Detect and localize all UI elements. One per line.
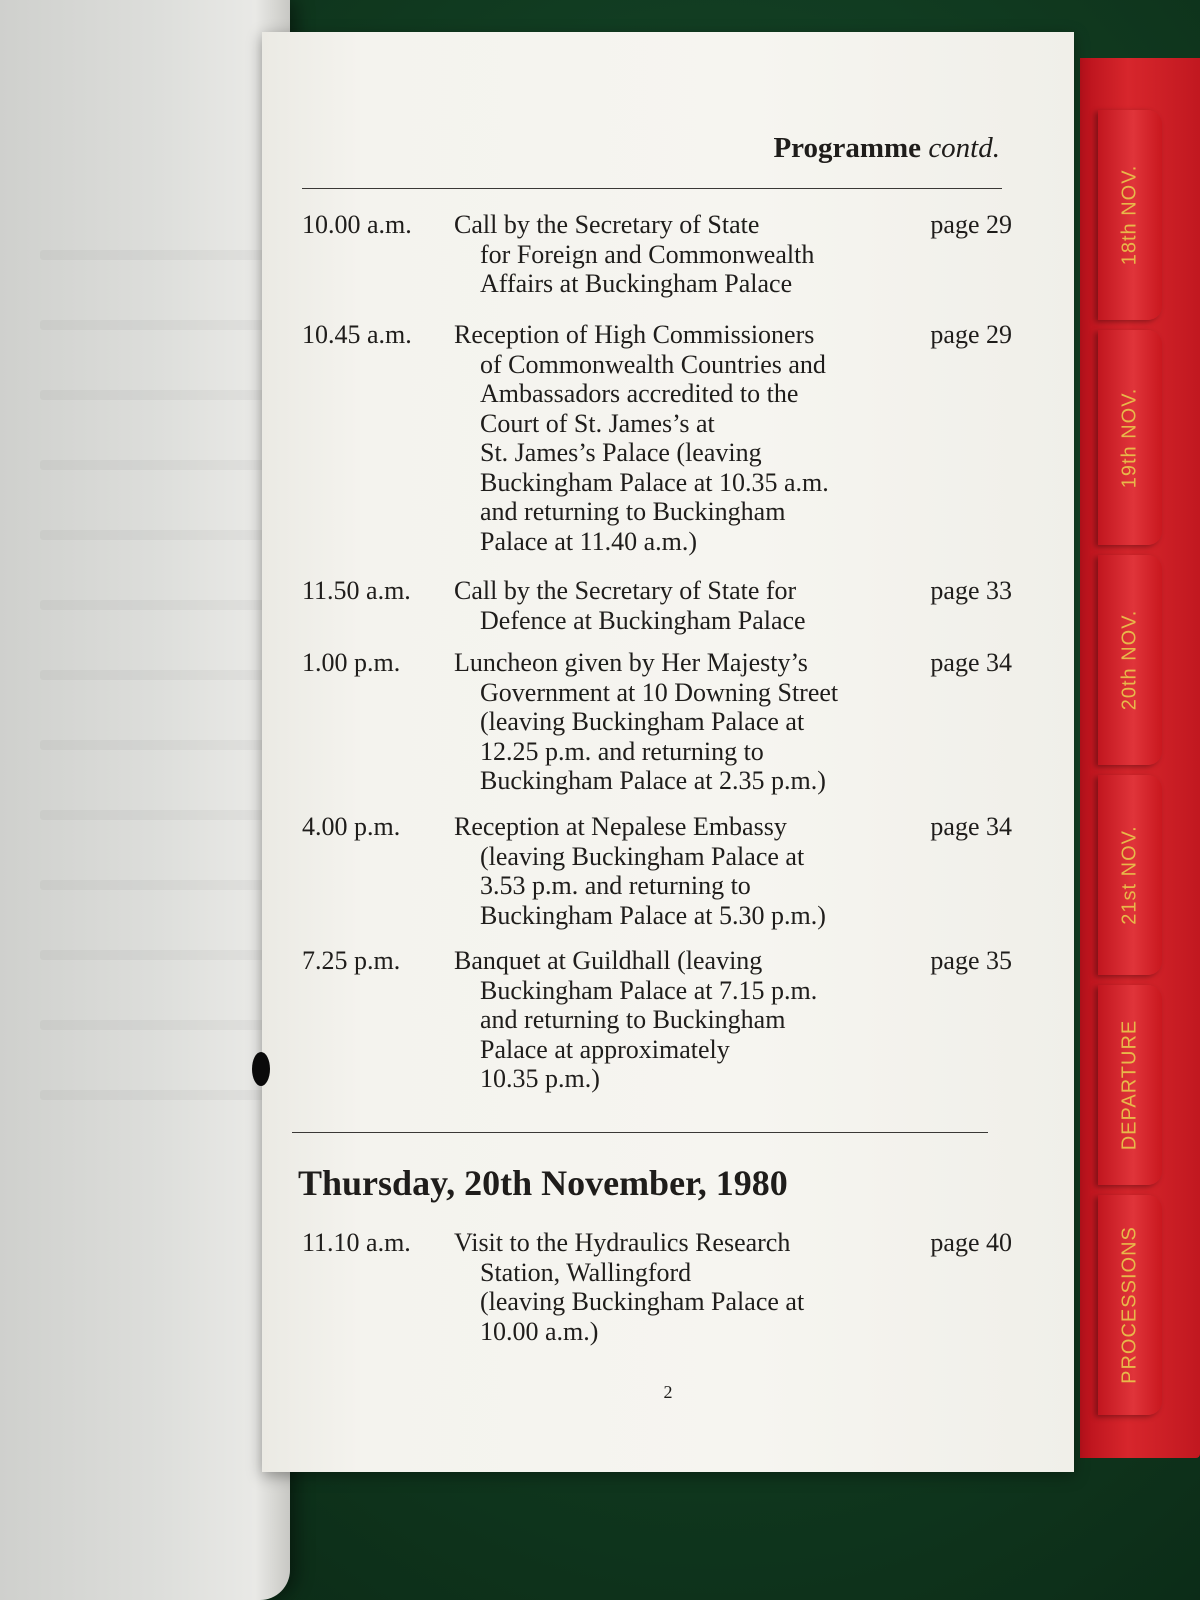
entry-page-ref: page 29 <box>930 320 1012 349</box>
entry-line: Government at 10 Downing Street <box>480 677 839 707</box>
entry-line: 12.25 p.m. and returning to <box>480 736 764 766</box>
tab-label: 19th NOV. <box>1118 387 1141 488</box>
entry-page-ref: page 29 <box>930 210 1012 239</box>
entry-line: of Commonwealth Countries and <box>480 349 826 379</box>
entry-time: 10.45 a.m. <box>302 320 412 349</box>
entry-line: Affairs at Buckingham Palace <box>480 269 793 298</box>
entry-time: 7.25 p.m. <box>302 946 401 975</box>
header-title: Programme <box>773 132 922 164</box>
header-suffix: contd. <box>928 132 1000 164</box>
tab-label: 18th NOV. <box>1118 164 1141 266</box>
tab-departure[interactable] <box>1098 985 1162 1185</box>
page-number: 2 <box>663 1382 673 1402</box>
entry-description <box>454 946 894 1094</box>
binder-hole <box>252 1052 270 1086</box>
entry-line: (leaving Buckingham Palace at <box>480 841 805 871</box>
entry-time: 11.10 a.m. <box>302 1228 411 1257</box>
entry-page-ref: page 40 <box>930 1228 1012 1257</box>
entry-time: 11.50 a.m. <box>302 576 411 605</box>
entry-line: Call by the Secretary of State for <box>454 576 797 605</box>
entry-page-ref: page 33 <box>930 576 1012 605</box>
entry-line: 10.00 a.m.) <box>480 1316 599 1346</box>
entry-line: Buckingham Palace at 10.35 a.m. <box>480 467 829 497</box>
tab-label: 21st NOV. <box>1118 825 1141 925</box>
header-rule <box>302 188 1002 189</box>
tab-20th-nov[interactable] <box>1098 555 1162 765</box>
entry-line: Palace at 11.40 a.m.) <box>480 526 698 556</box>
entry-line: Visit to the Hydraulics Research <box>454 1228 791 1257</box>
entry-line: Station, Wallingford <box>480 1257 692 1287</box>
entry-line: Luncheon given by Her Majesty’s <box>454 648 808 677</box>
entry-line: Call by the Secretary of State <box>454 210 760 239</box>
entry-line: Buckingham Palace at 7.15 p.m. <box>480 975 818 1005</box>
entry-description <box>454 210 894 299</box>
entry-line: 3.53 p.m. and returning to <box>480 871 751 900</box>
entry-description <box>454 320 894 556</box>
tab-label: PROCESSIONS <box>1118 1226 1141 1384</box>
tab-19th-nov[interactable] <box>1098 330 1162 545</box>
entry-line: and returning to Buckingham <box>480 1005 786 1034</box>
entry-line: Palace at approximately <box>480 1034 730 1064</box>
entry-line: Banquet at Guildhall (leaving <box>454 946 763 975</box>
entry-line: Buckingham Palace at 2.35 p.m.) <box>480 766 826 795</box>
page-header <box>773 132 1000 165</box>
entry-line: Buckingham Palace at 5.30 p.m.) <box>480 900 826 930</box>
tab-18th-nov[interactable] <box>1098 110 1162 320</box>
entry-description <box>454 812 894 930</box>
entry-line: Reception of High Commissioners <box>454 320 815 349</box>
entry-line: and returning to Buckingham <box>480 497 786 526</box>
entry-time: 10.00 a.m. <box>302 210 412 239</box>
entry-line: Defence at Buckingham Palace <box>480 605 806 635</box>
entry-page-ref: page 34 <box>930 648 1012 677</box>
entry-description <box>454 648 894 796</box>
entry-time: 4.00 p.m. <box>302 812 401 841</box>
left-facing-page <box>0 0 290 1600</box>
entry-line: for Foreign and Commonwealth <box>480 239 815 269</box>
entry-line: Ambassadors accredited to the <box>480 379 799 408</box>
entry-page-ref: page 34 <box>930 812 1012 841</box>
entry-line: (leaving Buckingham Palace at <box>480 707 805 736</box>
entry-description <box>454 1228 894 1346</box>
tab-label: 20th NOV. <box>1118 609 1141 711</box>
entry-line: St. James’s Palace (leaving <box>480 438 762 467</box>
section-rule <box>292 1132 988 1133</box>
entry-page-ref: page 35 <box>930 946 1012 975</box>
date-heading: Thursday, 20th November, 1980 <box>298 1163 788 1203</box>
entry-time: 1.00 p.m. <box>302 648 401 677</box>
entry-line: 10.35 p.m.) <box>480 1064 600 1093</box>
tab-21st-nov[interactable] <box>1098 775 1162 975</box>
programme-page <box>262 32 1074 1472</box>
tab-processions[interactable] <box>1098 1195 1162 1415</box>
entry-line: (leaving Buckingham Palace at <box>480 1287 805 1316</box>
tab-label: DEPARTURE <box>1118 1019 1141 1151</box>
entry-line: Court of St. James’s at <box>480 408 715 438</box>
entry-line: Reception at Nepalese Embassy <box>454 812 787 841</box>
entry-description <box>454 576 894 635</box>
